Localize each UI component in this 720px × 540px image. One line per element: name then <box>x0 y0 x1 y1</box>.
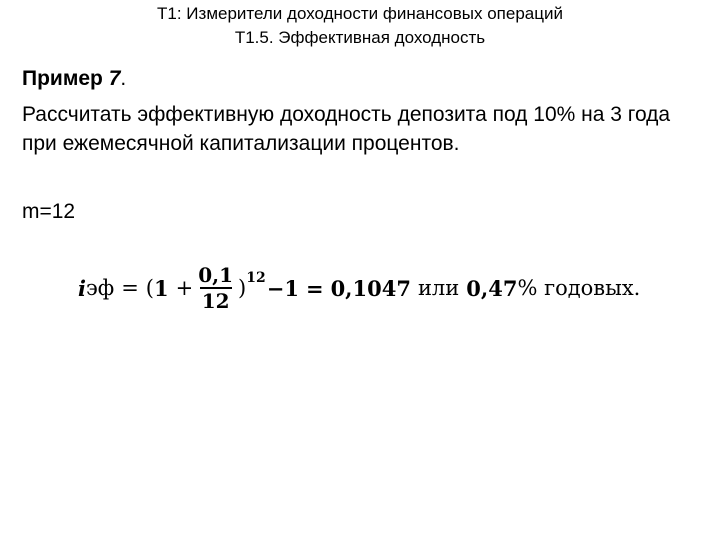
example-dot: . <box>120 67 127 90</box>
example-number: 7 <box>108 67 121 90</box>
formula-one: 1 <box>154 275 169 301</box>
header-title-line1: Т1: Измерители доходности финансовых операций <box>157 4 563 23</box>
formula-var-i: i <box>78 275 86 301</box>
formula-eq-2: = <box>305 275 324 301</box>
formula-close-paren: ) <box>238 276 247 300</box>
formula-fraction <box>196 263 235 313</box>
problem-line-2: при ежемесячной капитализации процентов. <box>22 132 460 155</box>
problem-statement <box>22 100 670 158</box>
fraction-denominator: 12 <box>201 289 230 313</box>
example-title <box>22 66 126 92</box>
problem-line-1: Рассчитать эффективную доходность депозита под 10% на 3 года <box>22 103 671 126</box>
formula-plus: + <box>175 276 194 300</box>
formula <box>78 258 640 318</box>
formula-one-b: 1 <box>284 275 299 301</box>
header-title-line2: Т1.5. Эффективная доходность <box>234 28 486 47</box>
formula-minus: − <box>266 275 285 301</box>
formula-percent-suffix: % годовых. <box>517 276 641 300</box>
formula-or-word: или <box>417 276 460 300</box>
example-label: Пример <box>22 67 103 90</box>
formula-exponent: 12 <box>246 270 266 286</box>
formula-open-paren: ( <box>145 276 154 300</box>
slide-header <box>0 2 720 50</box>
formula-result: 0,1047 <box>330 275 411 301</box>
param-m: m=12 <box>22 200 76 223</box>
formula-eq-1: = <box>121 276 139 300</box>
formula-percent-value: 0,47 <box>466 275 518 301</box>
formula-var-sub: эф <box>85 276 115 300</box>
fraction-numerator: 0,1 <box>198 263 234 287</box>
